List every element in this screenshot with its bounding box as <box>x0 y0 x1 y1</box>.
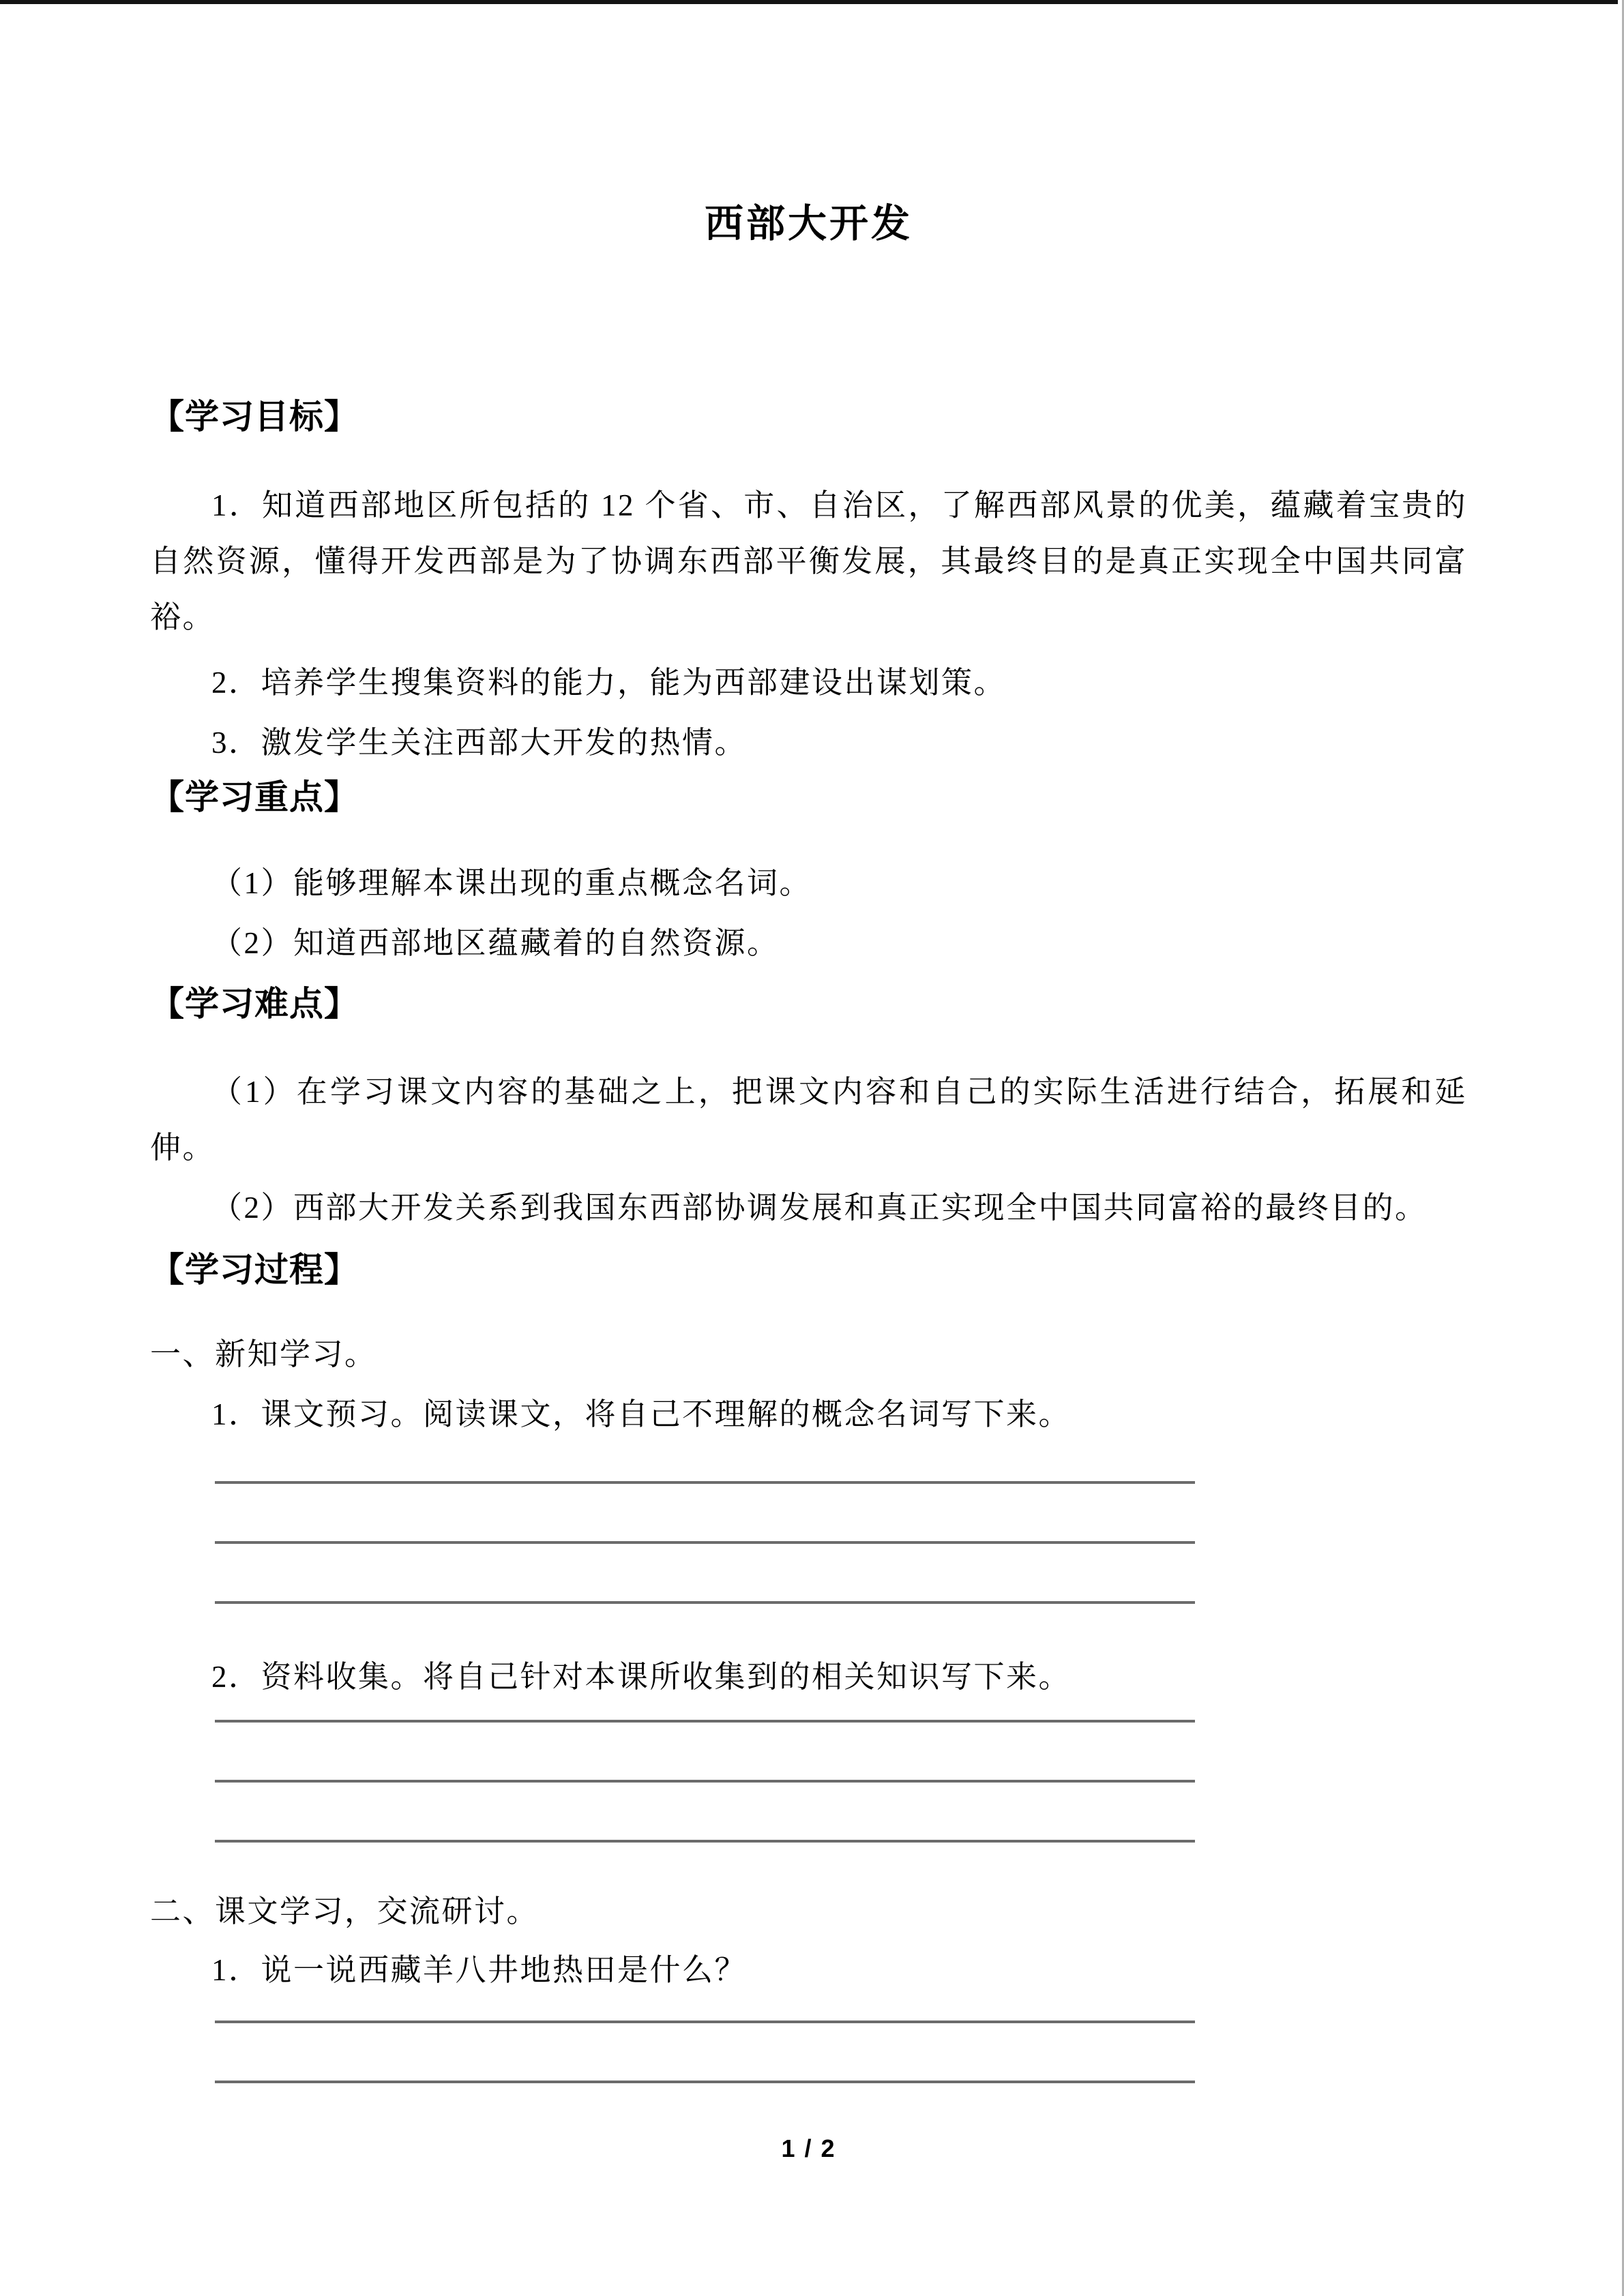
heading-learning-difficulty: 【学习难点】 <box>150 985 359 1023</box>
process-part1-item-2: 2．资料收集。将自己针对本课所收集到的相关知识写下来。 <box>211 1660 1072 1694</box>
answer-line <box>215 1484 1195 1544</box>
process-part2-item-1: 1．说一说西藏羊八井地热田是什么？ <box>211 1953 748 1987</box>
focus-item-1: （1）能够理解本课出现的重点概念名词。 <box>211 866 812 900</box>
answer-line <box>215 1723 1195 1783</box>
difficulty-item-2: （2）西部大开发关系到我国东西部协调发展和真正实现全中国共同富裕的最终目的。 <box>211 1191 1428 1225</box>
process-part1-item-1: 1．课文预习。阅读课文，将自己不理解的概念名词写下来。 <box>211 1397 1072 1431</box>
answer-line <box>215 2023 1195 2083</box>
difficulty-item-1: （1）在学习课文内容的基础之上，把课文内容和自己的实际生活进行结合，拓展和延伸。 <box>150 1075 1467 1165</box>
heading-learning-objectives: 【学习目标】 <box>150 398 359 436</box>
objectives-item-3: 3．激发学生关注西部大开发的热情。 <box>211 726 748 760</box>
answer-line <box>215 1442 1195 1484</box>
objectives-item-1: 1．知道西部地区所包括的 12 个省、市、自治区，了解西部风景的优美，蕴藏着宝贵的自然资源，懂得开发西部是为了协调东西部平衡发展，其最终目的是真正实现全中国共同富裕。 <box>150 488 1467 634</box>
process-part1-label: 一、新知学习。 <box>150 1337 377 1371</box>
page-number: 1 / 2 <box>781 2134 836 2162</box>
process-part2-label: 二、课文学习，交流研讨。 <box>150 1894 540 1928</box>
heading-learning-focus: 【学习重点】 <box>150 778 359 816</box>
focus-item-2: （2）知道西部地区蕴藏着的自然资源。 <box>211 926 780 960</box>
answer-line <box>215 1705 1195 1723</box>
document-title: 西部大开发 <box>705 203 913 245</box>
objectives-item-2: 2．培养学生搜集资料的能力，能为西部建设出谋划策。 <box>211 666 1007 700</box>
document-content <box>150 0 1467 2162</box>
answer-line <box>215 1998 1195 2023</box>
answer-line <box>215 1783 1195 1843</box>
heading-learning-process: 【学习过程】 <box>150 1251 359 1289</box>
answer-line <box>215 1544 1195 1604</box>
